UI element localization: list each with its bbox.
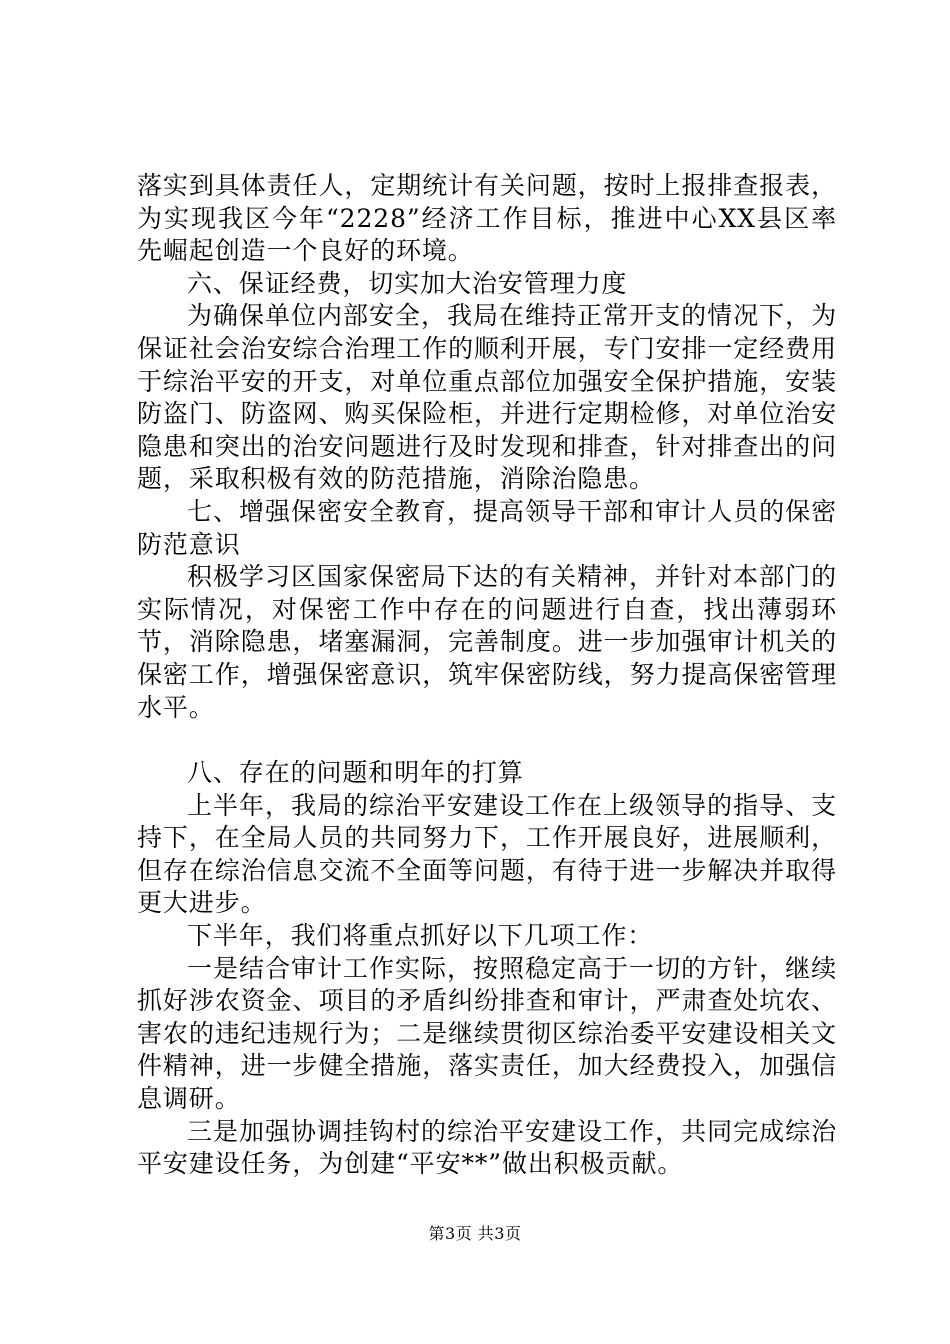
section-heading-seven: 七、增强保密安全教育，提高领导干部和审计人员的保密防范意识 bbox=[137, 496, 837, 559]
paragraph-task-three: 三是加强协调挂钩村的综治平安建设工作，共同完成综治平安建设任务，为创建“平安**”做出积极贡献。 bbox=[137, 1116, 837, 1179]
page-footer bbox=[0, 1221, 950, 1244]
paragraph-task-one-two: 一是结合审计工作实际，按照稳定高于一切的方针，继续抓好涉农资金、项目的矛盾纠纷排查和审计，严肃查处坑农、害农的违纪违规行为；二是继续贯彻区综治委平安建设相关文件精神，进一步健全措施，落实责任，加大经费投入，加强信息调研。 bbox=[137, 953, 837, 1114]
paragraph-confidentiality: 积极学习区国家保密局下达的有关精神，并针对本部门的实际情况，对保密工作中存在的问题进行自查，找出薄弱环节，消除隐患，堵塞漏洞，完善制度。进一步加强审计机关的保密工作，增强保密意识，筑牢保密防线，努力提高保密管理水平。 bbox=[137, 562, 837, 722]
document-body bbox=[137, 170, 837, 1181]
paragraph-funding: 为确保单位内部安全，我局在维持正常开支的情况下，为保证社会治安综合治理工作的顺利开展，专门安排一定经费用于综治平安的开支，对单位重点部位加强安全保护措施，安装防盗门、防盗网、购买保险柜，并进行定期检修，对单位治安隐患和突出的治安问题进行及时发现和排查，针对排查出的问题，采取积极有效的防范措施，消除治隐患。 bbox=[137, 301, 837, 494]
section-heading-six: 六、保证经费，切实加大治安管理力度 bbox=[187, 268, 628, 298]
section-heading-eight: 八、存在的问题和明年的打算 bbox=[187, 758, 524, 788]
paragraph-first-half: 上半年，我局的综治平安建设工作在上级领导的指导、支持下，在全局人员的共同努力下，工作开展良好，进展顺利，但存在综治信息交流不全面等问题，有待于进一步解决并取得更大进步。 bbox=[137, 790, 837, 918]
page-number: 第3页 共3页 bbox=[428, 1224, 522, 1243]
paragraph-second-half-intro: 下半年，我们将重点抓好以下几项工作： bbox=[187, 921, 654, 951]
paragraph-continuation: 落实到具体责任人，定期统计有关问题，按时上报排查报表，为实现我区今年“2228”经济工作目标，推进中心XX县区率先崛起创造一个良好的环境。 bbox=[137, 171, 837, 266]
